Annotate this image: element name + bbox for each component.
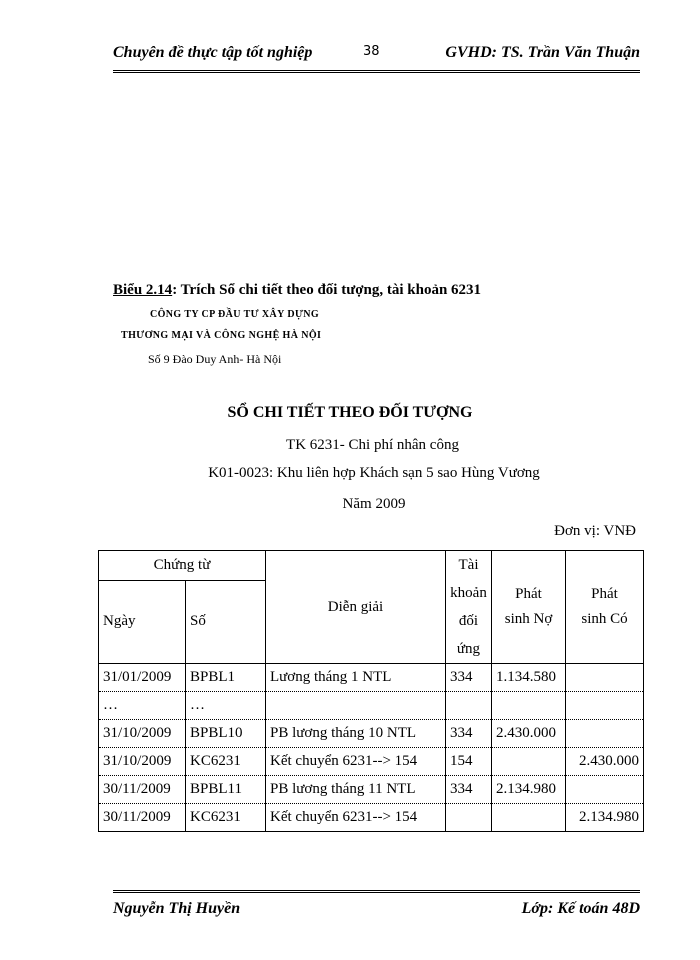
cell-description: PB lương tháng 11 NTL: [266, 776, 446, 804]
cell-contra: 154: [446, 748, 492, 776]
header-number: Số: [186, 580, 266, 663]
table-row: [99, 692, 644, 720]
header-credit-line2: sinh Có: [581, 611, 628, 627]
table-row: [99, 804, 644, 832]
company-name-line2: THƯƠNG MẠI VÀ CÔNG NGHỆ HÀ NỘI: [121, 330, 322, 341]
header-contra-account: [446, 551, 492, 664]
cell-date: 31/10/2009: [99, 748, 186, 776]
cell-date: …: [99, 692, 186, 720]
cell-credit: [566, 692, 644, 720]
cell-number: BPBL11: [186, 776, 266, 804]
cell-description: PB lương tháng 10 NTL: [266, 720, 446, 748]
company-name-line1: CÔNG TY CP ĐẦU TƯ XÂY DỰNG: [150, 309, 320, 320]
figure-caption: [113, 282, 481, 299]
ledger-project: K01-0023: Khu liên hợp Khách sạn 5 sao Hùng Vương: [208, 465, 540, 481]
footer-author: Nguyễn Thị Huyền: [113, 900, 241, 917]
header-credit-line1: Phát: [591, 586, 618, 602]
ledger-account: TK 6231- Chi phí nhân công: [286, 437, 459, 453]
cell-credit: [566, 776, 644, 804]
table-header-row-1: [99, 551, 644, 581]
cell-debit: [492, 804, 566, 832]
cell-date: 30/11/2009: [99, 776, 186, 804]
header-left-text: Chuyên đề thực tập tốt nghiệp: [113, 44, 313, 61]
header-right-text: GVHD: TS. Trần Văn Thuận: [445, 44, 640, 61]
table-row: [99, 720, 644, 748]
header-debit-line1: Phát: [515, 586, 542, 602]
header-contra-line4: ứng: [456, 641, 481, 657]
cell-contra: [446, 804, 492, 832]
header-debit-line2: sinh Nợ: [504, 611, 553, 627]
table-row: [99, 776, 644, 804]
cell-contra: 334: [446, 720, 492, 748]
cell-debit: 1.134.580: [492, 664, 566, 692]
footer-class: Lớp: Kế toán 48D: [521, 900, 640, 917]
cell-number: KC6231: [186, 804, 266, 832]
ledger-table: [98, 550, 644, 832]
cell-date: 31/01/2009: [99, 664, 186, 692]
cell-number: …: [186, 692, 266, 720]
header-debit: [492, 551, 566, 664]
cell-description: Kết chuyển 6231--> 154: [266, 748, 446, 776]
cell-credit: [566, 720, 644, 748]
cell-debit: 2.134.980: [492, 776, 566, 804]
cell-credit: [566, 664, 644, 692]
page-header: [113, 40, 640, 73]
cell-number: KC6231: [186, 748, 266, 776]
cell-credit: 2.134.980: [566, 804, 644, 832]
header-credit: [566, 551, 644, 664]
header-contra-line3: đối: [458, 613, 479, 629]
cell-debit: 2.430.000: [492, 720, 566, 748]
company-address: Số 9 Đào Duy Anh- Hà Nội: [148, 352, 282, 366]
cell-description: Kết chuyển 6231--> 154: [266, 804, 446, 832]
cell-debit: [492, 748, 566, 776]
cell-date: 31/10/2009: [99, 720, 186, 748]
header-description: Diễn giải: [266, 551, 446, 664]
cell-credit: 2.430.000: [566, 748, 644, 776]
cell-description: [266, 692, 446, 720]
header-date: Ngày: [99, 580, 186, 663]
cell-number: BPBL1: [186, 664, 266, 692]
cell-description: Lương tháng 1 NTL: [266, 664, 446, 692]
cell-contra: 334: [446, 664, 492, 692]
header-contra-line1: Tài: [458, 557, 479, 573]
caption-text: : Trích Sổ chi tiết theo đối tượng, tài khoản 6231: [172, 282, 482, 298]
ledger-year: Năm 2009: [342, 496, 406, 512]
cell-debit: [492, 692, 566, 720]
cell-number: BPBL10: [186, 720, 266, 748]
cell-contra: [446, 692, 492, 720]
caption-label: Biểu 2.14: [113, 282, 173, 298]
page-number: 38: [363, 44, 380, 59]
header-contra-line2: khoản: [450, 585, 487, 601]
currency-unit: Đơn vị: VNĐ: [554, 523, 636, 539]
header-voucher: Chứng từ: [99, 551, 266, 581]
page-footer: [113, 890, 640, 921]
ledger-title: SỔ CHI TIẾT THEO ĐỐI TƯỢNG: [227, 404, 473, 421]
cell-date: 30/11/2009: [99, 804, 186, 832]
table-row: [99, 664, 644, 692]
cell-contra: 334: [446, 776, 492, 804]
table-row: [99, 748, 644, 776]
